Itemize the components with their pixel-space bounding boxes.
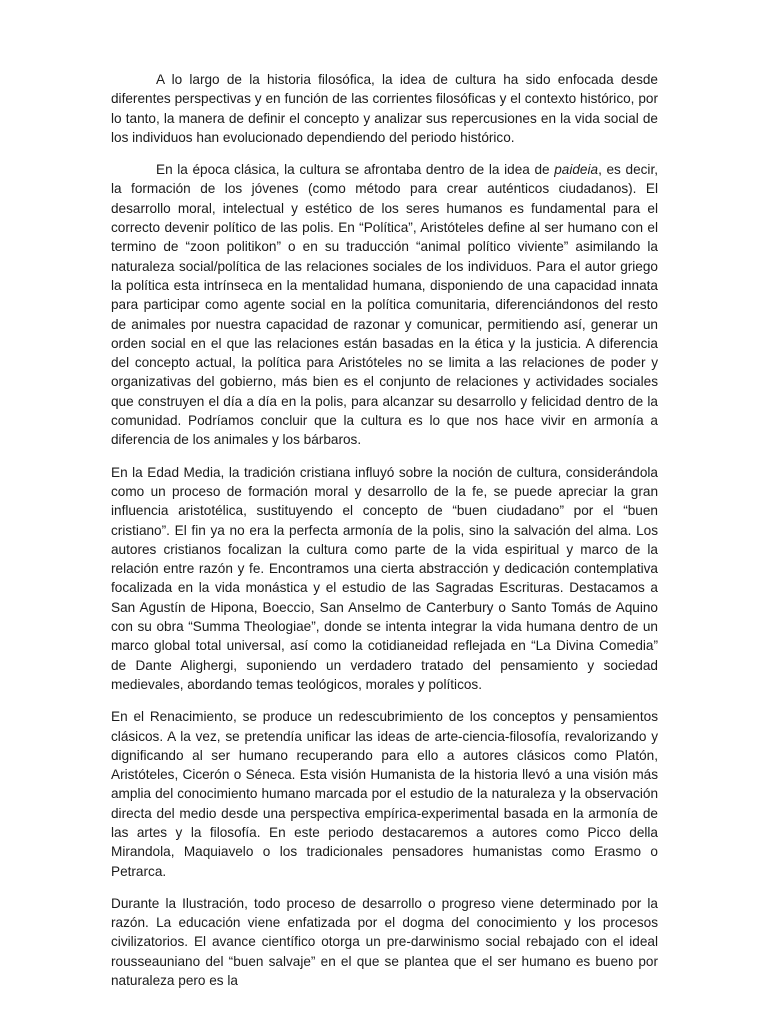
paragraph-middle-ages: En la Edad Media, la tradición cristiana influyó sobre la noción de cultura, considerándola como un proceso de formación moral y desarrollo de la fe, se puede apreciar la gran influencia aristotélica, sustituyendo el concepto de “buen ciudadano” por el “buen cristiano”. El fin ya no era la perfecta armonía de la polis, sino la salvación del alma. Los autores cristianos focalizan la cultura como parte de la vida espiritual y marco de la relación entre razón y fe. Encontramos una cierta abstracción y dedicación contemplativa focalizada en la vida monástica y el estudio de las Sagradas Escrituras. Destacamos a San Agustín de Hipona, Boeccio, San Anselmo de Canterbury o Santo Tomás de Aquino con su obra “Summa Theologiae”, donde se intenta integrar la vida humana dentro de un marco global total universal, así como la cotidianeidad reflejada en “La Divina Comedia” de Dante Alighergi, suponiendo un verdadero tratado del pensamiento y sociedad medievales, abordando temas teológicos, morales y políticos. — [111, 464, 658, 692]
paragraph-classical-era-rest: , es decir, la formación de los jóvenes (como método para crear auténticos ciudadanos). El desarrollo moral, intelectual y estético de los seres humanos es fundamental para el correcto devenir político de las polis. En “Política”, Aristóteles define al ser humano con el termino de “zoon politikon” o en su traducción “animal político viviente” asimilando la naturaleza social/política de las relaciones sociales de los individuos. Para el autor griego la política esta intrínseca en la mentalidad humana, disponiendo de una capacidad innata para participar como agente social en la política comunitaria, diferenciándonos del resto de animales por nuestra capacidad de razonar y comunicar, permitiendo así, generar un orden social en el que las relaciones están basadas en la ética y la justicia. A diferencia del concepto actual, la política para Aristóteles no se limita a las relaciones de poder y organizativas del gobierno, más bien es el conjunto de relaciones y actividades sociales que construyen el día a día en la polis, para alcanzar su desarrollo y felicidad dentro de la comunidad. Podríamos concluir que la cultura es lo que nos hace vivir en armonía a diferencia de los animales y los bárbaros. — [111, 162, 658, 448]
paragraph-intro: A lo largo de la historia filosófica, la idea de cultura ha sido enfocada desde diferentes perspectivas y en función de las corrientes filosóficas y el contexto histórico, por lo tanto, la manera de definir el concepto y analizar sus repercusiones en la vida social de los individuos han evolucionado dependiendo del periodo histórico. — [111, 72, 658, 145]
paragraph-renaissance: En el Renacimiento, se produce un redescubrimiento de los conceptos y pensamientos clásicos. A la vez, se pretendía unificar las ideas de arte-ciencia-filosofía, revalorizando y dignificando al ser humano recuperando para ello a autores clásicos como Platón, Aristóteles, Cicerón o Séneca. Esta visión Humanista de la historia llevó a una visión más amplia del conocimiento humano marcada por el estudio de la naturaleza y la observación directa del medio desde una perspectiva empírica-experimental basada en la armonía de las artes y la filosofía. En este periodo destacaremos a autores como Picco della Mirandola, Maquiavelo o los tradicionales pensadores humanistas como Erasmo o Petrarca. — [111, 709, 658, 879]
paragraph-classical-era — [111, 160, 658, 449]
paideia-term: paideia — [554, 162, 599, 178]
paragraph-enlightenment: Durante la Ilustración, todo proceso de desarrollo o progreso viene determinado por la razón. La educación viene enfatizada por el dogma del conocimiento y los procesos civilizatorios. El avance científico otorga un pre-darwinismo social rebajado con el ideal rousseauniano del “buen salvaje” en el que se plantea que el ser humano es bueno por naturaleza pero es la — [111, 895, 658, 989]
document-page — [111, 70, 658, 1003]
paragraph-classical-era-lead: En la época clásica, la cultura se afrontaba dentro de la idea de — [156, 162, 555, 178]
